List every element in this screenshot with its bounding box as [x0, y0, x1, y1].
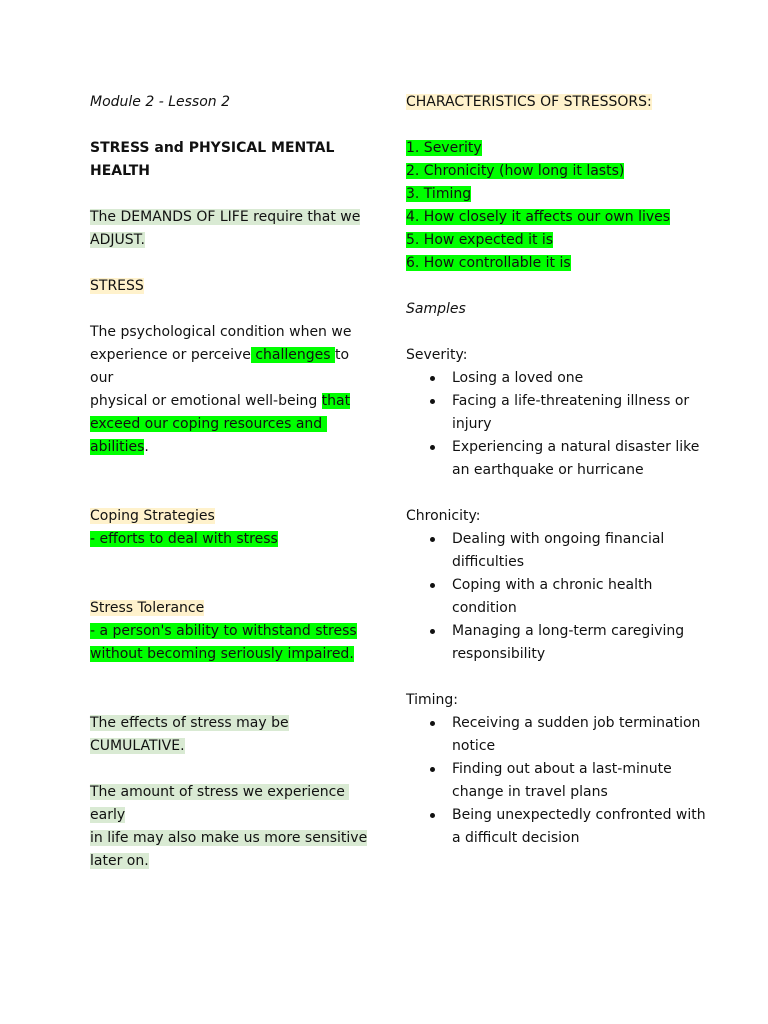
- demands-line1: The DEMANDS OF LIFE require that we: [90, 209, 361, 225]
- characteristic-item: 3. Timing: [406, 186, 472, 202]
- severity-list: [406, 367, 706, 482]
- demands-line2: ADJUST.: [90, 232, 145, 248]
- list-item: Being unexpectedly confronted with a difficult decision: [452, 804, 706, 850]
- module-title: Module 2 - Lesson 2: [90, 94, 231, 110]
- tolerance-line1: - a person's ability to withstand stress: [90, 623, 357, 639]
- chronicity-list: [406, 528, 706, 666]
- timing-list: [406, 712, 706, 850]
- characteristic-item: 5. How expected it is: [406, 232, 554, 248]
- definition-line3: physical or emotional well-being that: [90, 393, 351, 409]
- list-item: Experiencing a natural disaster like an earthquake or hurricane: [452, 436, 706, 482]
- characteristic-item: 1. Severity: [406, 140, 482, 156]
- effects-line2: CUMULATIVE.: [90, 738, 185, 754]
- left-column: [90, 91, 370, 873]
- effects-line1: The effects of stress may be: [90, 715, 289, 731]
- tolerance-line2: without becoming seriously impaired.: [90, 646, 354, 662]
- characteristic-item: 6. How controllable it is: [406, 255, 571, 271]
- chronicity-label: Chronicity:: [406, 508, 481, 524]
- coping-label: Coping Strategies: [90, 508, 215, 524]
- characteristic-item: 2. Chronicity (how long it lasts): [406, 163, 625, 179]
- severity-label: Severity:: [406, 347, 468, 363]
- list-item: Finding out about a last-minute change in travel plans: [452, 758, 706, 804]
- timing-label: Timing:: [406, 692, 459, 708]
- samples-label: Samples: [406, 301, 466, 317]
- list-item: Receiving a sudden job termination notice: [452, 712, 706, 758]
- definition-line1: The psychological condition when we: [90, 324, 352, 340]
- page-heading-line1: STRESS and PHYSICAL MENTAL: [90, 140, 335, 156]
- list-item: Facing a life-threatening illness or injury: [452, 390, 706, 436]
- list-item: Coping with a chronic health condition: [452, 574, 706, 620]
- amount-line2: in life may also make us more sensitive: [90, 830, 368, 846]
- definition-line2: experience or perceive challenges to our: [90, 347, 354, 386]
- definition-line4: exceed our coping resources and abilities.: [90, 416, 327, 455]
- page-heading-line2: HEALTH: [90, 163, 150, 179]
- right-column: [406, 91, 706, 850]
- amount-line1: The amount of stress we experience early: [90, 784, 350, 823]
- list-item: Managing a long-term caregiving responsibility: [452, 620, 706, 666]
- tolerance-label: Stress Tolerance: [90, 600, 205, 616]
- coping-definition: - efforts to deal with stress: [90, 531, 278, 547]
- stress-label: STRESS: [90, 278, 144, 294]
- amount-line3: later on.: [90, 853, 149, 869]
- list-item: Losing a loved one: [452, 367, 706, 390]
- characteristic-item: 4. How closely it affects our own lives: [406, 209, 671, 225]
- characteristics-title: CHARACTERISTICS OF STRESSORS:: [406, 94, 652, 110]
- list-item: Dealing with ongoing financial difficulties: [452, 528, 706, 574]
